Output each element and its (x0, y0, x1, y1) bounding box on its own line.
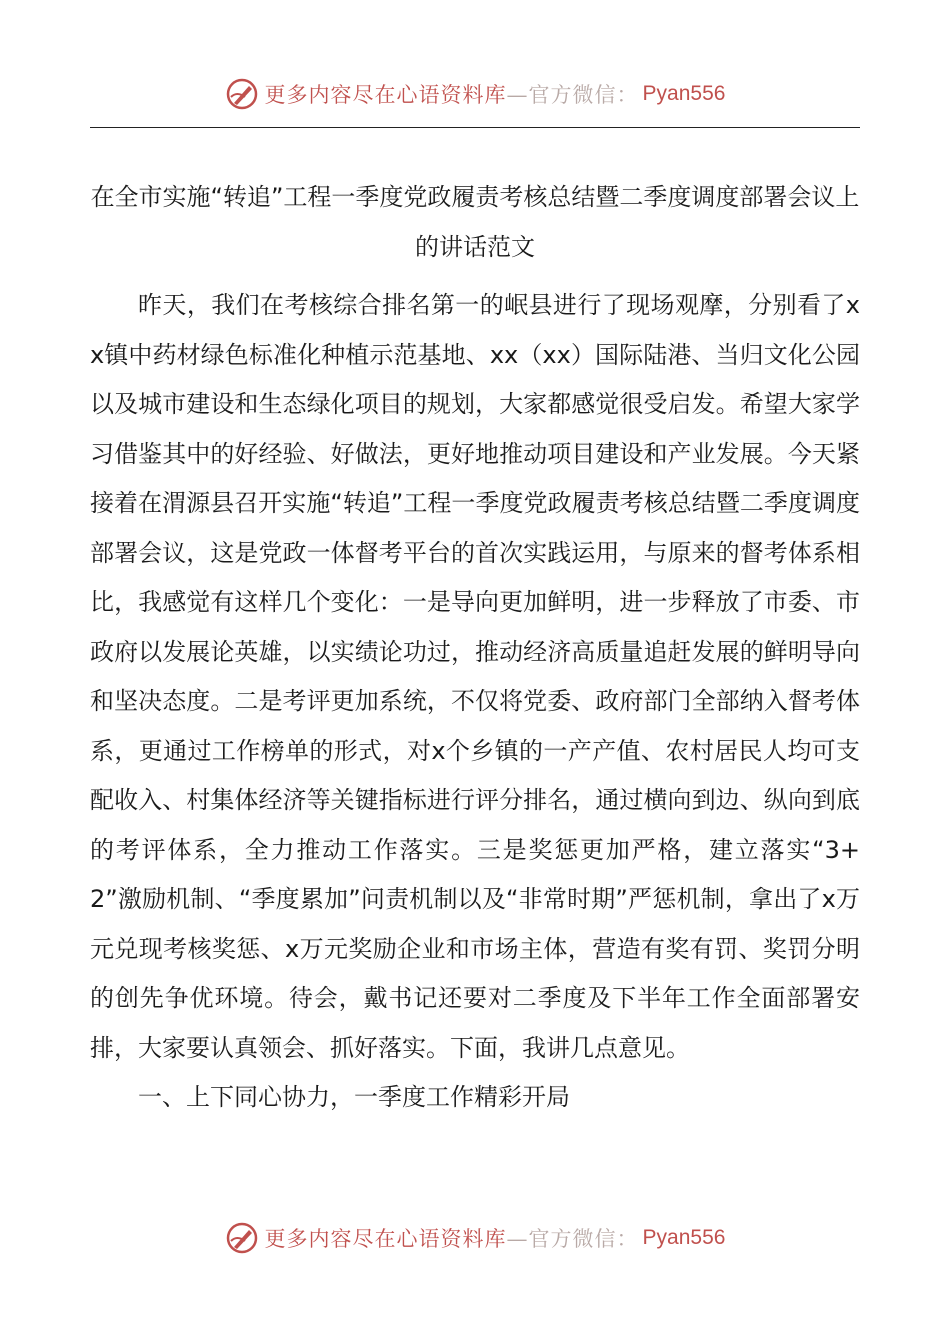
banner-wechat-label: —官方微信： (506, 83, 639, 107)
header-divider (90, 127, 860, 128)
banner-slogan: 更多内容尽在心语资料库 (264, 83, 507, 107)
footer-banner (0, 1218, 950, 1258)
document-body (90, 281, 860, 1123)
body-paragraph: 昨天，我们在考核综合排名第一的岷县进行了现场观摩，分别看了xx镇中药材绿色标准化种植示范基地、xx（xx）国际陆港、当归文化公园以及城市建设和生态绿化项目的规划，大家都感觉很受启发。希望大家学习借鉴其中的好经验、好做法，更好地推动项目建设和产业发展。今天紧接着在渭源县召开实施“转追”工程一季度党政履责考核总结暨二季度调度部署会议，这是党政一体督考平台的首次实践运用，与原来的督考体系相比，我感觉有这样几个变化：一是导向更加鲜明，进一步释放了市委、市政府以发展论英雄，以实绩论功过，推动经济高质量追赶发展的鲜明导向和坚决态度。二是考评更加系统，不仅将党委、政府部门全部纳入督考体系，更通过工作榜单的形式，对x个乡镇的一产产值、农村居民人均可支配收入、村集体经济等关键指标进行评分排名，通过横向到边、纵向到底的考评体系，全力推动工作落实。三是奖惩更加严格，建立落实“3+2”激励机制、“季度累加”问责机制以及“非常时期”严惩机制，拿出了x万元兑现考核奖惩、x万元奖励企业和市场主体，营造有奖有罚、奖罚分明的创先争优环境。待会，戴书记还要对二季度及下半年工作全面部署安排，大家要认真领会、抓好落实。下面，我讲几点意见。 (90, 291, 860, 1062)
footer-wechat-id: Pyan556 (642, 1226, 726, 1249)
section-heading: 一、上下同心协力，一季度工作精彩开局 (138, 1083, 570, 1111)
pen-logo-icon (225, 77, 259, 111)
footer-wechat-label: —官方微信： (506, 1227, 639, 1251)
header-banner (0, 74, 950, 114)
pen-logo-icon (225, 1221, 259, 1255)
footer-slogan: 更多内容尽在心语资料库 (264, 1227, 507, 1251)
document-title: 在全市实施“转追”工程一季度党政履责考核总结暨二季度调度部署会议上的讲话范文 (90, 183, 860, 261)
banner-wechat-id: Pyan556 (642, 82, 726, 105)
